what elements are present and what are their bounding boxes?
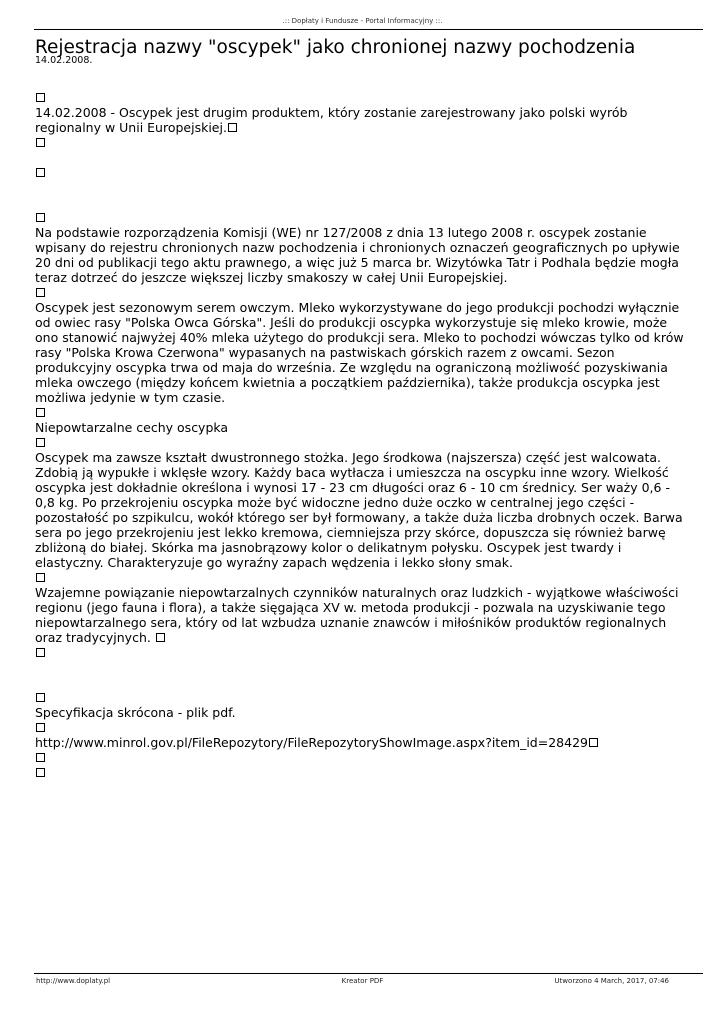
spec-pdf-link[interactable]: http://www.minrol.gov.pl/FileRepozytory/FileRepozytoryShowImage.aspx?item_id=28429	[35, 735, 588, 750]
spec-label: Specyfikacja skrócona - plik pdf.	[35, 705, 236, 720]
placeholder-glyph	[35, 690, 690, 705]
seasonal-paragraph: Oscypek jest sezonowym serem owczym. Mleko wykorzystywane do jego produkcji pochodzi wyłącznie od owiec rasy "Polska Owca Górska". Jeśli do produkcji oscypka wykorzystuje się mleko krowie, może ono stanowić najwyżej 40% mleka użytego do produkcji sera. Mleko to pochodzi wówczas tylko od krów rasy "Polska Krowa Czerwona" wypasanych na pastwiskach górskich razem z owcami. Sezon produkcyjny oscypka trwa od maja do września. Ze względu na ograniczoną możliwość pozyskiwania mleka owczego (między końcem kwietnia a początkiem października), także produkcja oscypka jest możliwa jedynie w tym czasie.	[35, 300, 684, 405]
placeholder-square-glyph	[228, 123, 237, 132]
placeholder-glyph	[35, 90, 690, 105]
footer-generator: Kreator PDF	[341, 977, 384, 985]
portal-header-title: .:: Dopłaty i Fundusze - Portal Informacyjny ::.	[282, 17, 443, 25]
spacer-line	[35, 180, 690, 195]
spacer-line	[35, 195, 690, 210]
footer-site-url[interactable]: http://www.doplaty.pl	[36, 977, 111, 985]
placeholder-glyph	[35, 570, 690, 585]
factors-paragraph	[35, 585, 690, 645]
placeholder-square-glyph	[156, 633, 165, 642]
placeholder-square-glyph	[36, 693, 45, 702]
placeholder-square-glyph	[36, 93, 45, 102]
spacer-line	[35, 150, 690, 165]
placeholder-glyph	[35, 435, 690, 450]
footer-created-date: Utworzono 4 March, 2017, 07:46	[554, 977, 669, 985]
footer-divider	[34, 973, 703, 974]
placeholder-square-glyph	[36, 288, 45, 297]
spacer-line	[35, 660, 690, 675]
placeholder-square-glyph	[36, 408, 45, 417]
factors-text: Wzajemne powiązanie niepowtarzalnych czynników naturalnych oraz ludzkich - wyjątkowe właściwości regionu (jego fauna i flora), a także sięgająca XV w. metoda produkcji - pozwala na uzyskiwanie tego niepowtarzalnego sera, który od lat wzbudza uznanie znawców i miłośników produktów regionalnych oraz tradycyjnych.	[35, 585, 679, 645]
placeholder-glyph	[35, 765, 690, 780]
placeholder-square-glyph	[36, 723, 45, 732]
placeholder-square-glyph	[36, 573, 45, 582]
spacer-line	[35, 675, 690, 690]
placeholder-square-glyph	[36, 768, 45, 777]
placeholder-glyph	[35, 405, 690, 420]
placeholder-square-glyph	[36, 138, 45, 147]
placeholder-glyph	[35, 720, 690, 735]
shape-paragraph: Oscypek ma zawsze kształt dwustronnego stożka. Jego środkowa (najszersza) część jest walcowata. Zdobią ją wypukłe i wklęsłe wzory. Każdy baca wytłacza i umieszcza na oscypku inne wzory. Wielkość oscypka jest dokładnie określona i wynosi 17 - 23 cm długości oraz 6 - 10 cm średnicy. Ser waży 0,6 - 0,8 kg. Po przekrojeniu oscypka może być widoczne jedno duże oczko w centralnej jego części - pozostałość po szpikulcu, wokół którego ser był formowany, a także duża liczba drobnych oczek. Barwa sera po jego przekrojeniu jest lekko kremowa, ciemniejsza przy skórce, dopuszcza się również barwę zbliżoną do białej. Skórka ma jasnobrązowy kolor o delikatnym połysku. Oscypek jest twardy i elastyczny. Charakteryzuje go wyraźny zapach wędzenia i lekko słony smak.	[35, 450, 683, 570]
placeholder-square-glyph	[36, 753, 45, 762]
spec-link-line	[35, 735, 690, 750]
features-subheading: Niepowtarzalne cechy oscypka	[35, 420, 229, 435]
article-date: 14.02.2008.	[35, 55, 93, 66]
placeholder-glyph	[35, 135, 690, 150]
placeholder-square-glyph	[36, 438, 45, 447]
placeholder-glyph	[35, 210, 690, 225]
lead-text: 14.02.2008 - Oscypek jest drugim produktem, który zostanie zarejestrowany jako polski wyrób regionalny w Unii Europejskiej.	[35, 105, 628, 135]
placeholder-glyph	[35, 645, 690, 660]
placeholder-glyph	[35, 285, 690, 300]
placeholder-square-glyph	[589, 738, 598, 747]
placeholder-glyph	[35, 165, 690, 180]
article-title: Rejestracja nazwy "oscypek" jako chronionej nazwy pochodzenia	[35, 37, 636, 58]
lead-paragraph	[35, 105, 690, 135]
article-body	[35, 90, 690, 780]
placeholder-square-glyph	[36, 648, 45, 657]
placeholder-glyph	[35, 750, 690, 765]
placeholder-square-glyph	[36, 168, 45, 177]
header-divider	[34, 29, 703, 30]
regulation-paragraph: Na podstawie rozporządzenia Komisji (WE) nr 127/2008 z dnia 13 lutego 2008 r. oscypek zostanie wpisany do rejestru chronionych nazw pochodzenia i chronionych oznaczeń geograficznych po upływie 20 dni od publikacji tego aktu prawnego, a więc już 5 marca br. Wizytówka Tatr i Podhala będzie mogła teraz dotrzeć do jeszcze większej liczby smakoszy w całej Unii Europejskiej.	[35, 225, 680, 285]
placeholder-square-glyph	[36, 213, 45, 222]
